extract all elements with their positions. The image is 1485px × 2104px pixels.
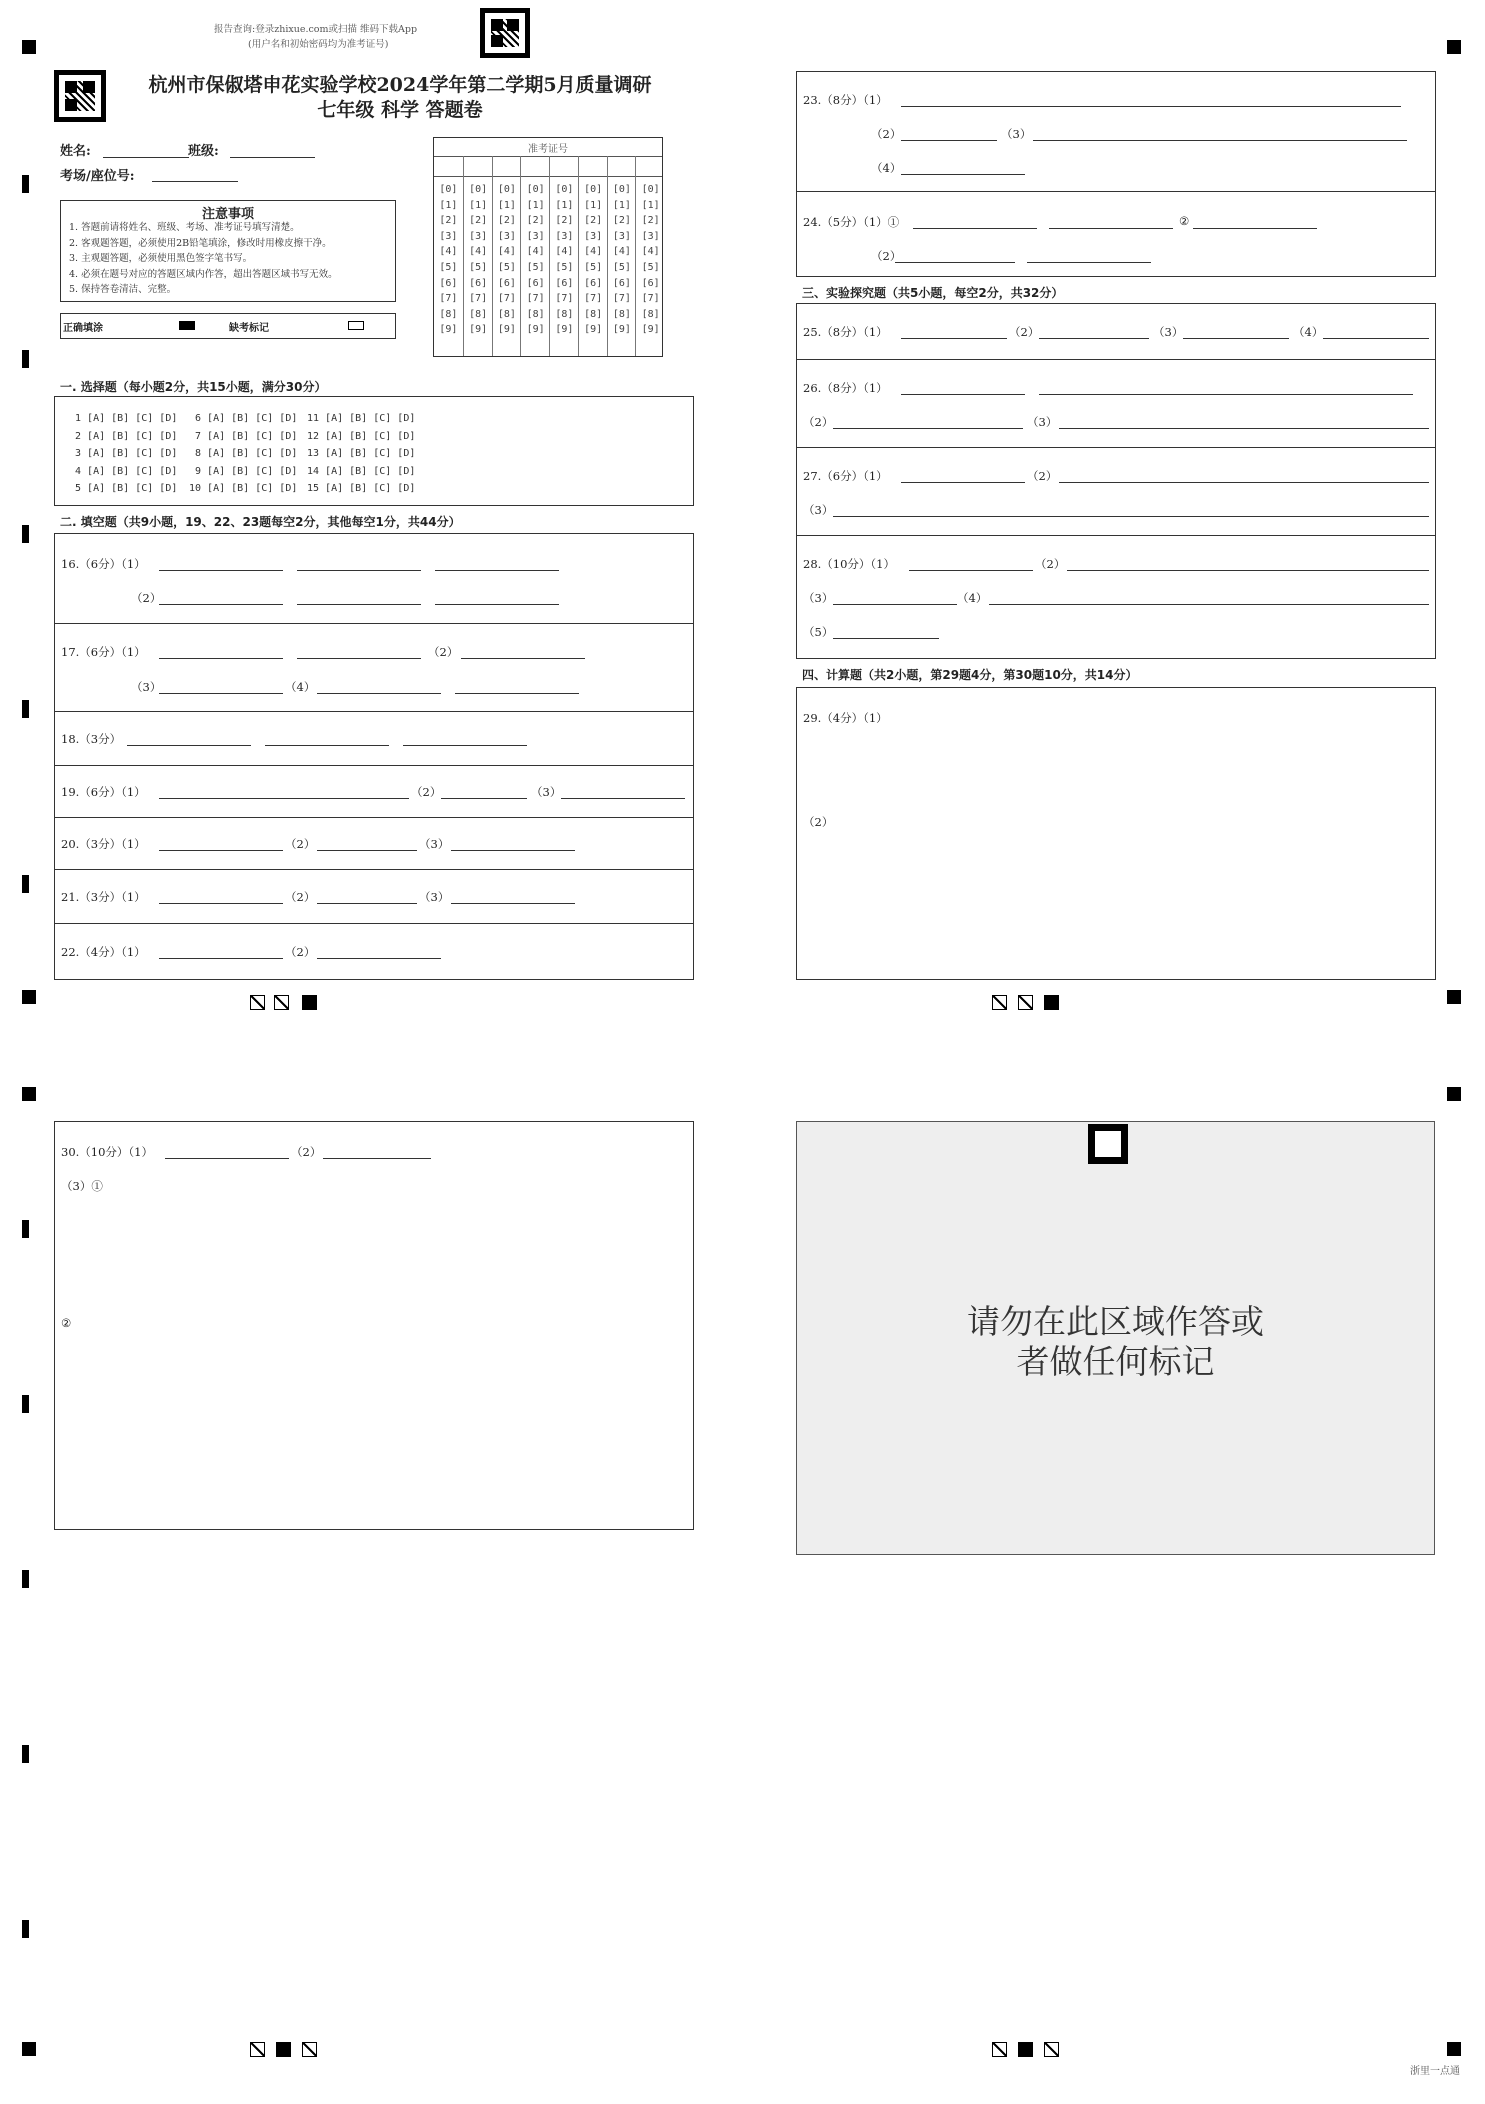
exam-id-label: 准考证号 (528, 144, 568, 155)
q28-part3-label: （3） (803, 591, 834, 605)
page-mark (302, 2042, 317, 2057)
page-mark (992, 2042, 1007, 2057)
exam-id-column (578, 156, 608, 356)
exam-id-digit[interactable]: [0] (469, 184, 488, 195)
q18-row (55, 712, 693, 766)
page-mark (1018, 2042, 1033, 2057)
registration-mark (1447, 1087, 1461, 1101)
exam-id-digit[interactable]: [4] (641, 246, 660, 258)
q19-label: 19.（6分）（1） (61, 785, 146, 799)
answer-blank[interactable] (1033, 140, 1407, 141)
answer-blank[interactable] (1193, 228, 1317, 229)
no-write-text-line2: 者做任何标记 (1016, 1342, 1215, 1381)
answer-blank[interactable] (1059, 428, 1429, 429)
choice-question-14[interactable]: 14 [A] [B] [C] [D] (307, 465, 416, 477)
exam-id-digit[interactable]: [6] (641, 277, 660, 289)
choice-column-3 (307, 410, 415, 498)
class-label: 班级: (188, 144, 219, 159)
answer-blank[interactable] (901, 394, 1025, 395)
q22-label: 22.（4分）（1） (61, 945, 146, 959)
q25-part2-label: （2） (1009, 325, 1040, 339)
answer-blank[interactable] (441, 798, 527, 799)
q24-row (797, 192, 1435, 278)
answer-blank[interactable] (451, 850, 575, 851)
q23-row (797, 72, 1435, 192)
exam-id-digit[interactable]: [7] (497, 293, 516, 305)
exam-id-digit[interactable]: [6] (584, 277, 603, 289)
choice-question-8[interactable]: 8 [A] [B] [C] [D] (189, 448, 298, 460)
page-mark (250, 995, 265, 1010)
exam-id-digit[interactable]: [1] (497, 199, 516, 211)
answer-blank[interactable] (895, 262, 1015, 263)
exam-id-digit-bubbles[interactable] (636, 182, 665, 338)
exam-id-digit[interactable]: [7] (469, 293, 488, 305)
q18-label: 18.（3分） (61, 732, 122, 746)
exam-id-digit[interactable]: [7] (584, 293, 603, 305)
q25-part4-label: （4） (1293, 325, 1324, 339)
exam-id-digit[interactable]: [6] (555, 277, 574, 289)
page-subtitle: 七年级 科学 答题卷 (317, 99, 483, 121)
q19-row (55, 766, 693, 818)
answer-blank[interactable] (901, 174, 1025, 175)
exam-id-column (635, 156, 665, 356)
registration-mark (1447, 2042, 1461, 2056)
exam-id-digit[interactable]: [2] (612, 215, 631, 227)
answer-blank[interactable] (323, 1158, 431, 1159)
fill-legend (60, 313, 396, 339)
exam-id-digit[interactable]: [7] (555, 293, 574, 305)
choice-question-2[interactable]: 2 [A] [B] [C] [D] (69, 430, 178, 442)
exam-id-digit[interactable]: [2] (526, 215, 545, 227)
answer-blank[interactable] (317, 958, 441, 959)
exam-id-digit[interactable]: [4] (555, 246, 574, 258)
exam-id-digit[interactable]: [2] (439, 215, 458, 227)
answer-blank[interactable] (435, 570, 559, 571)
q20-label: 20.（3分）（1） (61, 837, 146, 851)
q19-part3-label: （3） (531, 785, 562, 799)
exam-id-digit[interactable]: [8] (526, 308, 545, 320)
choice-question-4[interactable]: 4 [A] [B] [C] [D] (69, 465, 178, 477)
section4-title: 四、计算题（共2小题，第29题4分，第30题10分，共14分） (802, 668, 1138, 682)
exam-id-digit[interactable]: [4] (612, 246, 631, 258)
answer-blank[interactable] (297, 604, 421, 605)
exam-id-digit[interactable]: [3] (584, 230, 603, 242)
q28-part2-label: （2） (1035, 557, 1066, 571)
exam-id-column (549, 156, 579, 356)
seat-field[interactable] (152, 181, 238, 182)
registration-mark (1447, 40, 1461, 54)
answer-blank[interactable] (165, 1158, 289, 1159)
q25-part3-label: （3） (1153, 325, 1184, 339)
q27-part2-label: （2） (1027, 469, 1058, 483)
answer-blank[interactable] (909, 570, 1033, 571)
answer-blank[interactable] (159, 798, 409, 799)
q21-part3-label: （3） (419, 890, 450, 904)
section2-title: 二. 填空题（共9小题，19、22、23题每空2分，其他每空1分，共44分） (60, 515, 461, 529)
exam-id-digit[interactable]: [3] (641, 230, 660, 242)
answer-blank[interactable] (1183, 338, 1289, 339)
exam-id-columns (434, 156, 662, 356)
choice-question-12[interactable]: 12 [A] [B] [C] [D] (307, 430, 416, 442)
exam-id-digit[interactable]: [5] (469, 261, 488, 273)
q16-row (55, 534, 693, 624)
exam-id-column (434, 156, 463, 356)
exam-id-digit[interactable]: [6] (497, 277, 516, 289)
choice-column-1 (69, 410, 177, 498)
q30-label: 30.（10分）（1） (61, 1145, 153, 1159)
q26-part3-label: （3） (1027, 415, 1058, 429)
exam-id-digit[interactable]: [1] (469, 199, 488, 211)
exam-id-digit[interactable]: [4] (584, 246, 603, 258)
download-qr-code (480, 8, 530, 58)
answer-blank[interactable] (159, 693, 283, 694)
q23-part2-label: （2） (871, 127, 902, 141)
q23-part4-label: （4） (871, 161, 902, 175)
q30-part2-label: （2） (291, 1145, 322, 1159)
exam-id-digit[interactable]: [1] (555, 199, 574, 211)
exam-id-digit[interactable]: [5] (555, 261, 574, 273)
exam-id-digit-bubbles[interactable] (608, 182, 637, 338)
q21-label: 21.（3分）（1） (61, 890, 146, 904)
timing-mark (22, 1570, 29, 1588)
no-write-zone (796, 1121, 1435, 1555)
q29-label: 29.（4分）（1） (803, 711, 888, 725)
choice-question-1[interactable]: 1 [A] [B] [C] [D] (69, 413, 178, 424)
answer-blank[interactable] (901, 338, 1007, 339)
q16-part2-label: （2） (131, 591, 162, 605)
exam-id-digit-bubbles[interactable] (434, 182, 463, 338)
page-mark (302, 995, 317, 1010)
exam-id-digit-bubbles[interactable] (521, 182, 550, 338)
choice-question-15[interactable]: 15 [A] [B] [C] [D] (307, 483, 416, 495)
exam-id-digit[interactable]: [6] (469, 277, 488, 289)
exam-id-digit[interactable]: [2] (555, 215, 574, 227)
exam-id-digit[interactable]: [6] (439, 277, 458, 289)
exam-id-digit[interactable]: [3] (612, 230, 631, 242)
exam-id-digit[interactable]: [5] (439, 261, 458, 273)
exam-id-digit[interactable]: [1] (439, 199, 458, 211)
answer-blank[interactable] (403, 745, 527, 746)
class-field[interactable] (230, 157, 315, 158)
exam-id-digit[interactable]: [2] (497, 215, 516, 227)
exam-id-digit[interactable]: [5] (497, 261, 516, 273)
exam-id-digit[interactable]: [8] (497, 308, 516, 320)
exam-id-digit[interactable]: [0] (439, 184, 458, 195)
answer-blank[interactable] (297, 570, 421, 571)
q25-row (797, 304, 1435, 360)
timing-mark (22, 175, 29, 193)
exam-id-digit[interactable]: [7] (641, 293, 660, 305)
timing-mark (22, 525, 29, 543)
exam-id-digit[interactable]: [2] (641, 215, 660, 227)
answer-blank[interactable] (159, 958, 283, 959)
name-field[interactable] (103, 157, 189, 158)
notice-item: 5. 保持答卷清洁、完整。 (69, 284, 177, 295)
q21-row (55, 870, 693, 924)
notice-item: 3. 主观题答题，必须使用黑色签字笔书写。 (69, 253, 253, 264)
q25-label: 25.（8分）（1） (803, 325, 888, 339)
q28-part4-label: （4） (957, 591, 988, 605)
timing-mark (22, 350, 29, 368)
report-note-text: (用户名和初始密码均为准考证号) (248, 39, 389, 50)
q21-part2-label: （2） (285, 890, 316, 904)
answer-blank[interactable] (297, 658, 421, 659)
answer-blank[interactable] (159, 850, 283, 851)
no-write-zone-marker (1088, 1124, 1128, 1164)
registration-mark (22, 40, 36, 54)
q28-row (797, 536, 1435, 660)
exam-id-digit[interactable]: [9] (469, 324, 488, 336)
answer-blank[interactable] (1027, 262, 1151, 263)
page-title: 杭州市保俶塔申花实验学校2024学年第二学期5月质量调研 (148, 74, 652, 96)
exam-id-digit[interactable]: [7] (526, 293, 545, 305)
q22-row (55, 924, 693, 981)
exam-id-digit[interactable]: [7] (612, 293, 631, 305)
exam-id-digit[interactable]: [0] (584, 184, 603, 195)
q30-part3-label: （3）① (61, 1179, 103, 1193)
exam-id-digit[interactable]: [1] (612, 199, 631, 211)
exam-id-digit-bubbles[interactable] (464, 182, 493, 338)
answer-blank[interactable] (1039, 394, 1413, 395)
q28-part5-label: （5） (803, 625, 834, 639)
q23-q24-box (796, 71, 1436, 277)
q20-part3-label: （3） (419, 837, 450, 851)
no-write-text-line1: 请勿在此区域作答或 (967, 1302, 1264, 1341)
page-mark (1044, 2042, 1059, 2057)
seat-label: 考场/座位号: (60, 169, 135, 184)
report-query-text: 报告查询:登录zhixue.com或扫描 维码下载App (214, 24, 418, 35)
exam-id-digit[interactable]: [1] (526, 199, 545, 211)
exam-id-digit[interactable]: [9] (584, 324, 603, 336)
answer-blank[interactable] (159, 903, 283, 904)
notice-item: 4. 必须在题号对应的答题区域内作答，超出答题区域书写无效。 (69, 268, 338, 280)
exam-id-digit[interactable]: [3] (497, 230, 516, 242)
answer-blank[interactable] (461, 658, 585, 659)
page-mark (1018, 995, 1033, 1010)
page-mark (274, 995, 289, 1010)
exam-id-digit[interactable]: [5] (526, 261, 545, 273)
answer-blank[interactable] (451, 903, 575, 904)
exam-id-digit[interactable]: [8] (584, 308, 603, 320)
exam-id-grid (433, 137, 663, 357)
timing-mark (22, 875, 29, 893)
answer-blank[interactable] (455, 693, 579, 694)
exam-id-digit[interactable]: [0] (641, 184, 660, 195)
sheet-qr-code (54, 70, 106, 122)
q27-part3-label: （3） (803, 503, 834, 517)
timing-mark (22, 1745, 29, 1763)
calculation-box[interactable] (796, 687, 1436, 980)
answer-blank[interactable] (1323, 338, 1429, 339)
exam-id-digit[interactable]: [9] (526, 324, 545, 336)
exam-id-digit[interactable]: [8] (555, 308, 574, 320)
exam-id-digit[interactable]: [0] (497, 184, 516, 195)
q17-label: 17.（6分）（1） (61, 645, 146, 659)
registration-mark (22, 1087, 36, 1101)
timing-mark (22, 700, 29, 718)
answer-blank[interactable] (127, 745, 251, 746)
exam-id-digit[interactable]: [9] (439, 324, 458, 336)
exam-id-digit[interactable]: [3] (469, 230, 488, 242)
name-label: 姓名: (60, 144, 91, 159)
answer-blank[interactable] (1067, 570, 1429, 571)
exam-id-digit[interactable]: [8] (469, 308, 488, 320)
q20-row (55, 818, 693, 870)
q26-part2-label: （2） (803, 415, 834, 429)
answer-blank[interactable] (913, 228, 1037, 229)
q23-label: 23.（8分）（1） (803, 93, 888, 107)
answer-blank[interactable] (561, 798, 685, 799)
answer-blank[interactable] (901, 106, 1401, 107)
exam-id-digit[interactable]: [3] (526, 230, 545, 242)
answer-blank[interactable] (1039, 338, 1149, 339)
timing-mark (22, 1395, 29, 1413)
choice-question-6[interactable]: 6 [A] [B] [C] [D] (189, 413, 298, 424)
q19-part2-label: （2） (411, 785, 442, 799)
page-mark (276, 2042, 291, 2057)
q27-row (797, 448, 1435, 536)
exam-id-digit[interactable]: [6] (526, 277, 545, 289)
q17-part4-label: （4） (285, 680, 316, 694)
answer-blank[interactable] (833, 638, 939, 639)
choice-question-3[interactable]: 3 [A] [B] [C] [D] (69, 448, 178, 460)
answer-blank[interactable] (159, 658, 283, 659)
notice-box (60, 200, 396, 302)
choice-question-7[interactable]: 7 [A] [B] [C] [D] (189, 430, 298, 442)
exam-id-digit[interactable]: [3] (439, 230, 458, 242)
exam-id-digit[interactable]: [7] (439, 293, 458, 305)
q28-label: 28.（10分）（1） (803, 557, 895, 571)
registration-mark (22, 2042, 36, 2056)
q24-part2-label: （2） (871, 249, 902, 263)
q23-part3-label: （3） (1001, 127, 1032, 141)
q17-part3-label: （3） (131, 680, 162, 694)
exam-id-digit[interactable]: [4] (469, 246, 488, 258)
exam-id-digit[interactable]: [9] (555, 324, 574, 336)
page-mark (1044, 995, 1059, 1010)
timing-mark (22, 1920, 29, 1938)
exam-id-column (607, 156, 637, 356)
exam-id-column (492, 156, 522, 356)
page-mark (992, 995, 1007, 1010)
page-mark (250, 2042, 265, 2057)
q22-part2-label: （2） (285, 945, 316, 959)
exam-id-digit-bubbles[interactable] (493, 182, 522, 338)
choice-question-13[interactable]: 13 [A] [B] [C] [D] (307, 448, 416, 460)
exam-id-digit[interactable]: [5] (584, 261, 603, 273)
timing-mark (22, 1220, 29, 1238)
answer-blank[interactable] (833, 604, 957, 605)
exam-id-digit[interactable]: [5] (641, 261, 660, 273)
q27-label: 27.（6分）（1） (803, 469, 888, 483)
answer-blank[interactable] (1059, 482, 1429, 483)
absent-mark-label: 缺考标记 (229, 323, 269, 334)
notice-item: 1. 答题前请将姓名、班级、考场、准考证号填写清楚。 (69, 222, 300, 233)
notice-item: 2. 客观题答题，必须使用2B铅笔填涂，修改时用橡皮擦干净。 (69, 237, 332, 249)
exam-id-digit[interactable]: [9] (497, 324, 516, 336)
exam-id-digit[interactable]: [1] (584, 199, 603, 211)
exam-id-digit[interactable]: [2] (469, 215, 488, 227)
answer-blank[interactable] (317, 850, 417, 851)
answer-blank[interactable] (265, 745, 389, 746)
q30-box[interactable] (54, 1121, 694, 1530)
q29-part2-label: （2） (803, 815, 834, 829)
answer-blank[interactable] (833, 428, 1023, 429)
exam-id-digit[interactable]: [4] (526, 246, 545, 258)
fill-in-box (54, 533, 694, 980)
q16-label: 16.（6分）（1） (61, 557, 146, 571)
q20-part2-label: （2） (285, 837, 316, 851)
q26-row (797, 360, 1435, 448)
answer-blank[interactable] (989, 604, 1429, 605)
exam-id-digit[interactable]: [2] (584, 215, 603, 227)
q24-sub2-label: ② (1179, 214, 1190, 228)
exam-id-column (520, 156, 550, 356)
answer-blank[interactable] (435, 604, 559, 605)
answer-blank[interactable] (1049, 228, 1173, 229)
answer-blank[interactable] (901, 140, 997, 141)
exam-id-digit[interactable]: [9] (612, 324, 631, 336)
absent-mark-box[interactable] (348, 321, 364, 330)
notice-title: 注意事项 (201, 207, 254, 222)
correct-fill-sample (179, 321, 195, 330)
experiment-box (796, 303, 1436, 659)
answer-blank[interactable] (317, 693, 441, 694)
answer-blank[interactable] (159, 604, 283, 605)
registration-mark (1447, 990, 1461, 1004)
exam-id-digit[interactable]: [4] (439, 246, 458, 258)
answer-blank[interactable] (833, 516, 1429, 517)
exam-id-digit[interactable]: [0] (612, 184, 631, 195)
exam-id-digit[interactable]: [9] (641, 324, 660, 336)
answer-blank[interactable] (901, 482, 1025, 483)
exam-id-digit[interactable]: [4] (497, 246, 516, 258)
exam-id-digit-bubbles[interactable] (579, 182, 608, 338)
registration-mark (22, 990, 36, 1004)
q24-label: 24.（5分）（1）① (803, 215, 900, 229)
section1-title: 一. 选择题（每小题2分，共15小题，满分30分） (60, 380, 327, 394)
exam-id-digit[interactable]: [8] (641, 308, 660, 320)
section3-title: 三、实验探究题（共5小题，每空2分，共32分） (802, 286, 1064, 300)
exam-id-digit[interactable]: [5] (612, 261, 631, 273)
exam-id-digit[interactable]: [1] (641, 199, 660, 211)
choice-column-2 (189, 410, 297, 498)
correct-fill-label: 正确填涂 (63, 323, 103, 334)
q30-sub2-label: ② (61, 1316, 72, 1330)
choice-question-11[interactable]: 11 [A] [B] [C] [D] (307, 413, 416, 424)
q17-row (55, 624, 693, 712)
exam-id-digit[interactable]: [8] (612, 308, 631, 320)
exam-id-digit[interactable]: [0] (555, 184, 574, 195)
q17-part2-label: （2） (428, 645, 459, 659)
exam-id-digit[interactable]: [0] (526, 184, 545, 195)
watermark-text: 浙里一点通 (1410, 2066, 1460, 2077)
q26-label: 26.（8分）（1） (803, 381, 888, 395)
notice-list (69, 220, 338, 298)
choice-question-10[interactable]: 10 [A] [B] [C] [D] (189, 483, 298, 495)
exam-id-digit-bubbles[interactable] (550, 182, 579, 338)
choice-box (54, 396, 694, 506)
choice-question-5[interactable]: 5 [A] [B] [C] [D] (69, 483, 178, 495)
answer-blank[interactable] (317, 903, 417, 904)
exam-id-digit[interactable]: [3] (555, 230, 574, 242)
exam-id-digit[interactable]: [6] (612, 277, 631, 289)
exam-id-column (463, 156, 493, 356)
exam-id-digit[interactable]: [8] (439, 308, 458, 320)
answer-blank[interactable] (159, 570, 283, 571)
choice-question-9[interactable]: 9 [A] [B] [C] [D] (189, 465, 298, 477)
